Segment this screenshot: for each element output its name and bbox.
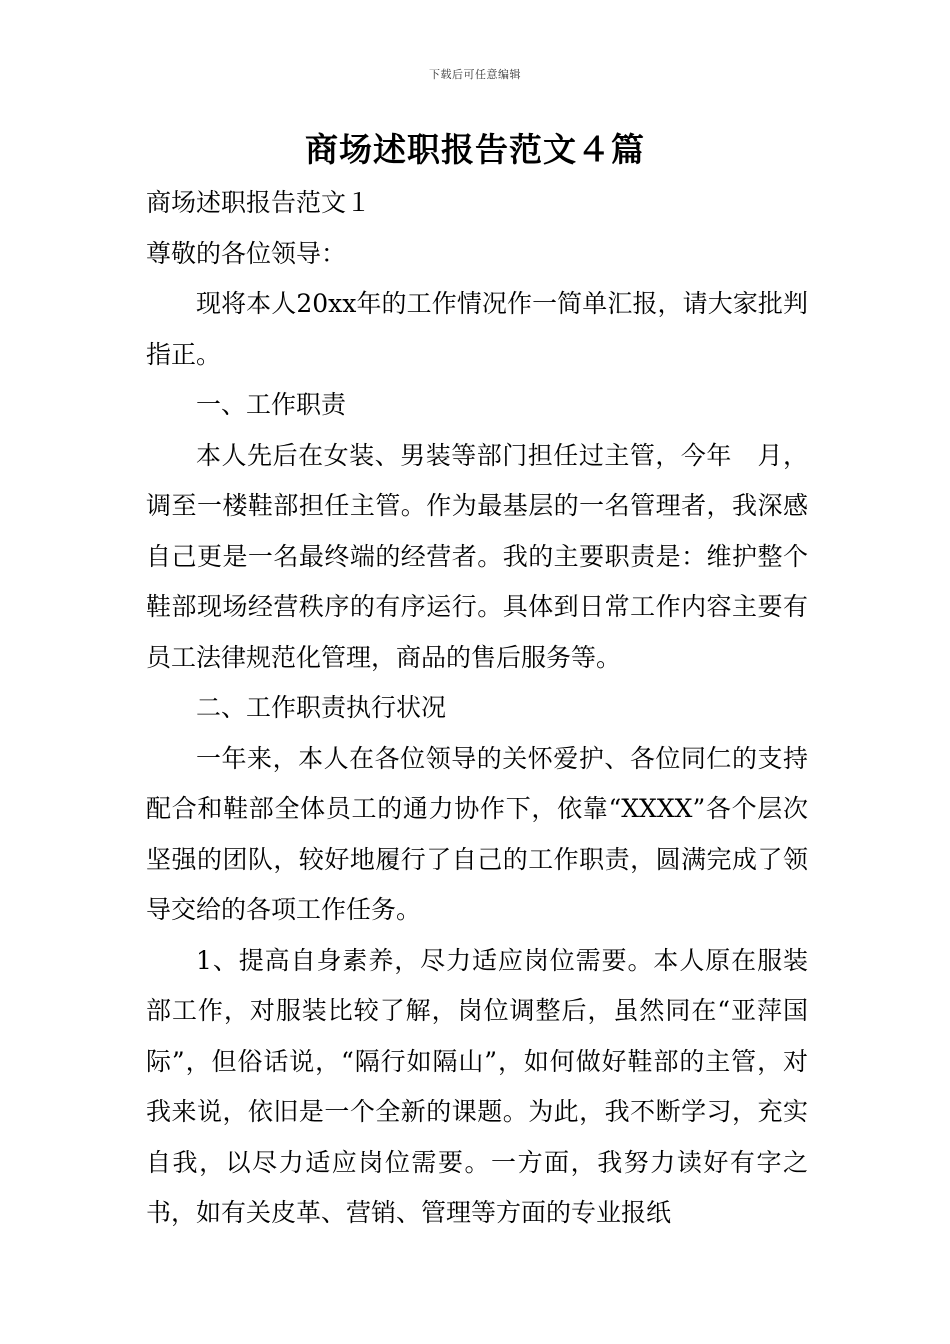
paragraph-job-duties: 本人先后在女装、男装等部门担任过主管，今年 月，调至一楼鞋部担任主管。作为最基层的一名管理者，我深感自己更是一名最终端的经营者。我的主要职责是：维护整个鞋部现场经营秩序的有序运行。具体到日常工作内容主要有员工法律规范化管理，商品的售后服务等。 [146, 440, 808, 672]
section-subtitle: 商场述职报告范文１ [146, 188, 372, 217]
paragraph-duty-execution: 一年来，本人在各位领导的关怀爱护、各位同仁的支持配合和鞋部全体员工的通力协作下，依靠“XXXX”各个层次坚强的团队，较好地履行了自己的工作职责，圆满完成了领导交给的各项工作任务。 [146, 743, 808, 924]
salutation: 尊敬的各位领导： [146, 238, 347, 268]
page-header-note: 下载后可任意编辑 [429, 68, 521, 81]
heading-duty-execution: 二、工作职责执行状况 [196, 693, 447, 722]
heading-job-duties: 一、工作职责 [196, 390, 347, 419]
document-title: 商场述职报告范文４篇 [305, 130, 645, 169]
document-body [146, 178, 808, 1239]
paragraph-self-improvement: 1、提高自身素养，尽力适应岗位需要。本人原在服装部工作，对服装比较了解，岗位调整后，虽然同在“亚萍国际”，但俗话说，“隔行如隔山”，如何做好鞋部的主管，对我来说，依旧是一个全新的课题。为此，我不断学习，充实自我，以尽力适应岗位需要。一方面，我努力读好有字之书，如有关皮革、营销、管理等方面的专业报纸 [146, 945, 808, 1227]
paragraph-intro: 现将本人20xx年的工作情况作一简单汇报，请大家批判指正。 [146, 289, 808, 369]
